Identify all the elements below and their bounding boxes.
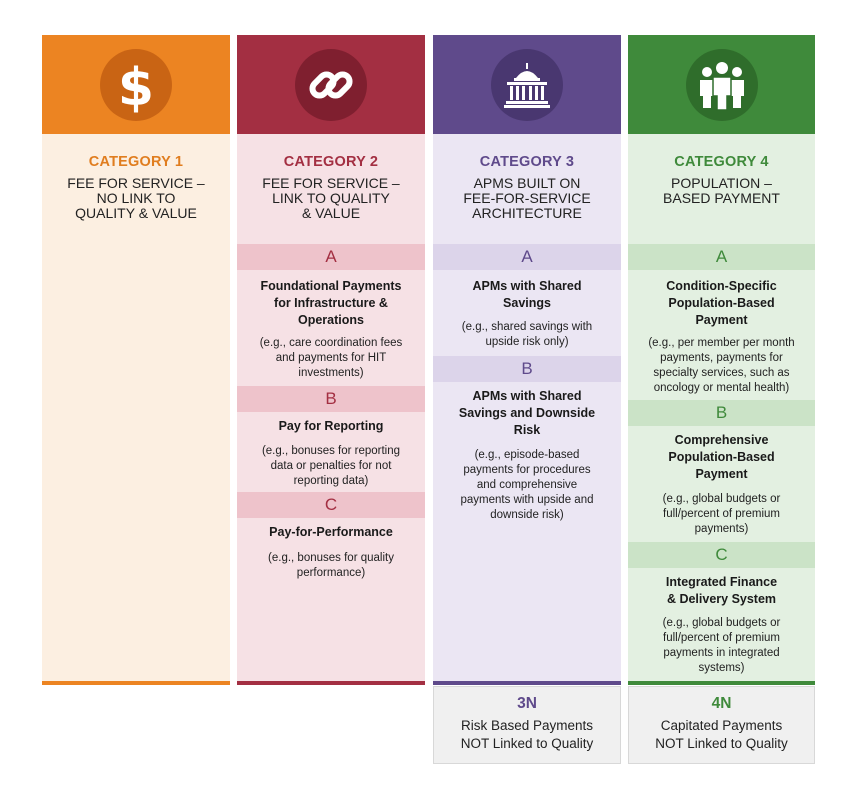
category-3b-description: (e.g., episode-based payments for procedures and comprehensive payments with upside and downside risk) [460,449,594,521]
category-3-name: APMS BUILT ON FEE-FOR-SERVICE ARCHITECTURE [463,175,591,221]
category-1-body [42,134,230,681]
category-2-bottom-bar [237,681,425,685]
category-3-bottom-bar [433,681,621,685]
category-4-bottom-bar [628,681,815,685]
people-group-icon [686,49,758,121]
category-4a-title: Condition-Specific Population-Based Payment [666,279,777,327]
category-3-body [433,134,621,681]
category-3-column [433,35,621,521]
category-3-header [433,35,621,134]
category-2b-title: Pay for Reporting [278,419,384,433]
category-4n-box [628,686,815,764]
category-2c-title: Pay-for-Performance [269,525,393,539]
capitol-building-icon [491,49,563,121]
category-2a-description: (e.g., care coordination fees and payments for HIT investments) [259,337,403,379]
category-4b-title: Comprehensive Population-Based Payment [668,433,775,481]
category-3a-description: (e.g., shared savings with upside risk only) [461,321,593,348]
category-2b-band: B [237,386,425,412]
category-4n-code: 4N [711,695,732,712]
category-2c-description: (e.g., bonuses for quality performance) [268,552,394,579]
category-2-name: FEE FOR SERVICE – LINK TO QUALITY & VALUE [262,175,400,221]
category-1-bottom-bar [42,681,230,685]
category-3a-title: APMs with Shared Savings [472,279,582,310]
category-1-column [42,35,230,221]
dollar-icon [100,49,172,121]
category-2a-title: Foundational Payments for Infrastructure & Operations [260,279,402,327]
category-4b-description: (e.g., global budgets or full/percent of premium payments) [662,493,781,535]
category-4-name: POPULATION – BASED PAYMENT [663,175,780,206]
category-4-column [628,35,815,674]
category-4-body [628,134,815,681]
category-3b-title: APMs with Shared Savings and Downside Risk [458,389,596,437]
category-3n-box [433,686,621,764]
category-4b-band: B [628,400,815,426]
category-3n-code: 3N [517,695,537,712]
category-3n-text: Risk Based Payments NOT Linked to Quality [460,718,594,751]
category-1-name: FEE FOR SERVICE – NO LINK TO QUALITY & VALUE [67,175,205,221]
category-2-title: CATEGORY 2 [283,154,379,170]
category-4a-band: A [628,244,815,270]
category-3-title: CATEGORY 3 [479,154,575,170]
category-2-header [237,35,425,134]
category-4c-band: C [628,542,815,568]
chain-link-icon [295,49,367,121]
category-4c-description: (e.g., global budgets or full/percent of premium payments in integrated systems) [662,617,781,674]
category-4n-text: Capitated Payments NOT Linked to Quality [655,718,788,751]
category-2a-band: A [237,244,425,270]
category-3b-band: B [433,356,621,382]
category-2b-description: (e.g., bonuses for reporting data or penalties for not reporting data) [261,445,401,487]
svg-text:$: $ [117,57,155,113]
category-4-title: CATEGORY 4 [674,154,769,170]
category-4c-title: Integrated Finance & Delivery System [665,575,778,606]
category-2-column [237,35,425,579]
category-4a-description: (e.g., per member per month payments, payments for specialty services, such as oncology or mental health) [648,337,795,394]
category-1-title: CATEGORY 1 [88,154,184,170]
category-4-header [628,35,815,134]
category-3a-band: A [433,244,621,270]
category-2c-band: C [237,492,425,518]
category-1-header [42,35,230,134]
category-2-body [237,134,425,681]
